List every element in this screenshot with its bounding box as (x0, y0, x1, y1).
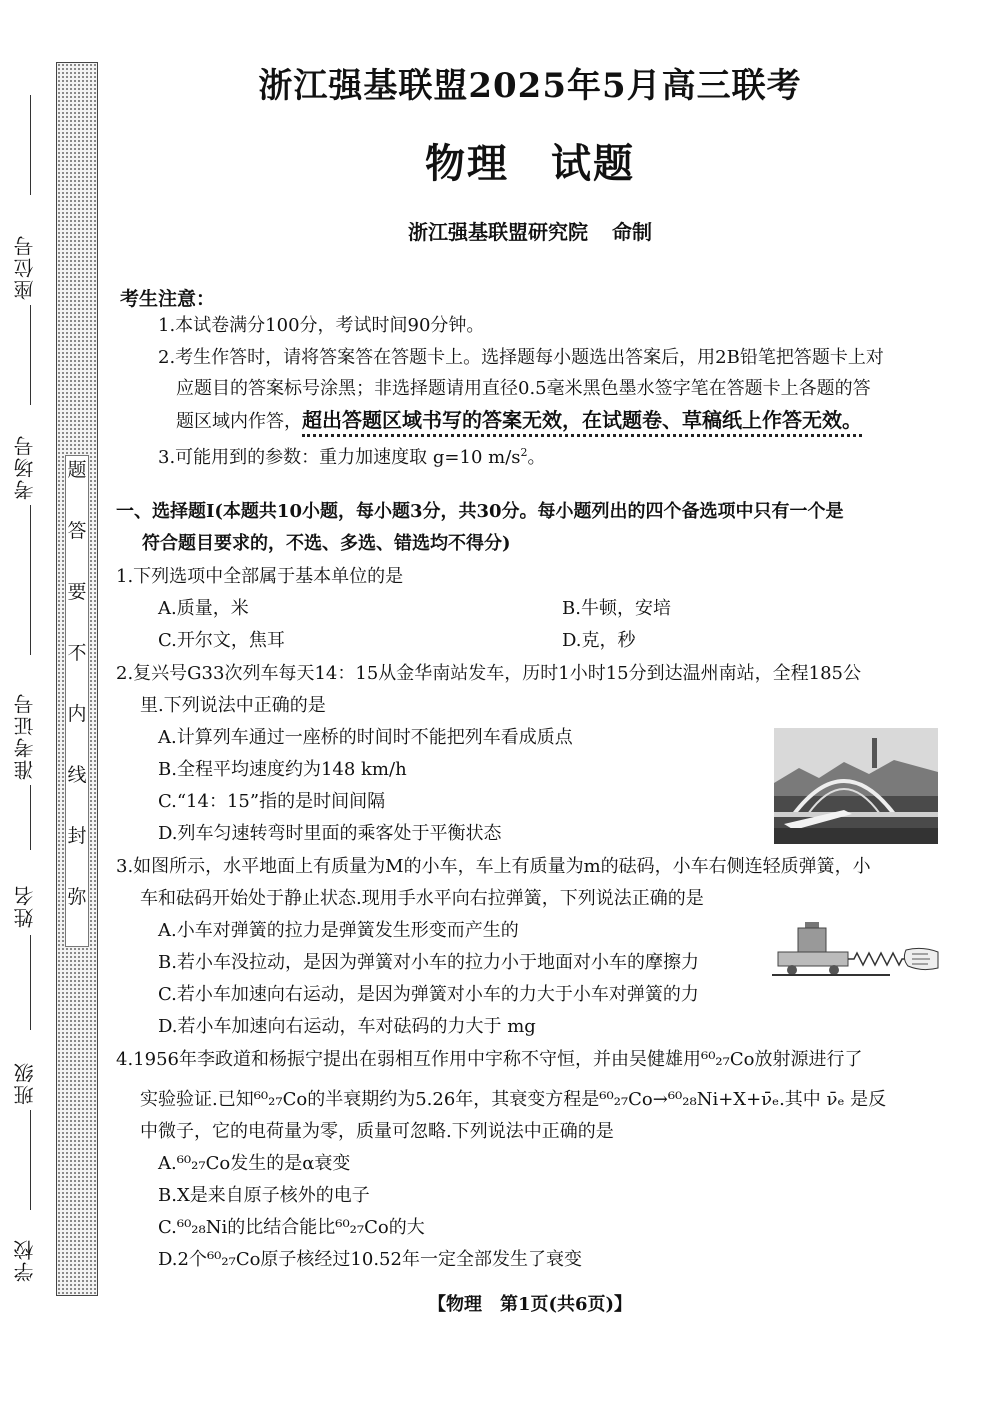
class-label: 班级 (13, 1061, 37, 1105)
section-heading: 一、选择题Ⅰ(本题共10小题，每小题3分，共30分。每小题列出的四个备选项中只有一个是 (116, 501, 844, 522)
notice-item-2-tail: 题区域内作答， (176, 411, 302, 432)
q4-stem-end: 中微子，它的电荷量为零，质量可忽略.下列说法中正确的是 (140, 1121, 614, 1142)
issuer-line (0, 216, 1000, 245)
q2-option-a: A.计算列车通过一座桥的时间时不能把列车看成质点 (158, 727, 573, 748)
notice-item-3-text: 3.可能用到的参数：重力加速度取 g=10 m/s (158, 447, 521, 468)
q4-stem: 4.1956年李政道和杨振宁提出在弱相互作用中宇称不守恒，并由吴健雄用⁶⁰₂₇Co放射源进行了 (116, 1049, 863, 1070)
notice-item-3-end: 。 (527, 447, 546, 468)
notice-item-2: 2.考生作答时，请将答案答在答题卡上。选择题每小题选出答案后，用2B铅笔把答题卡上对 (158, 347, 884, 368)
q4-option-b: B.X是来自原子核外的电子 (158, 1185, 370, 1206)
q1-option-c: C.开尔文，焦耳 (158, 630, 285, 651)
q3-stem-cont: 车和砝码开始处于静止状态.现用手水平向右拉弹簧，下列说法正确的是 (140, 888, 704, 909)
cart-spring-diagram (772, 918, 942, 986)
q2-stem: 2.复兴号G33次列车每天14：15从金华南站发车，历时1小时15分到达温州南站，全程185公 (116, 663, 861, 684)
q4-option-d: D.2个⁶⁰₂₇Co原子核经过10.52年一定全部发生了衰变 (158, 1249, 582, 1270)
notice-item-3 (158, 437, 546, 474)
exam-room-line (30, 305, 31, 405)
q4-stem-cont: 实验验证.已知⁶⁰₂₇Co的半衰期约为5.26年，其衰变方程是⁶⁰₂₇Co→⁶⁰₂₈Ni+X+ν̄ₑ.其中 ν̄ₑ 是反 (140, 1089, 887, 1110)
cart-wheel (787, 965, 797, 975)
exam-title: 浙江强基联盟2025年5月高三联考 (258, 66, 802, 106)
page-footer: 【物理 第1页(共6页)】 (427, 1294, 633, 1315)
seal-char: 封 (67, 825, 87, 847)
seal-char: 答 (67, 520, 87, 542)
exam-room-label: 考场号 (13, 434, 37, 500)
name-line (30, 785, 31, 850)
weight-knob (805, 922, 819, 928)
notice-item-2-cont: 应题目的答案标号涂黑；非选择题请用直径0.5毫米黑色墨水签字笔在答题卡上各题的答 (176, 378, 871, 399)
notice-emphasis: 超出答题区域书写的答案无效，在试题卷、草稿纸上作答无效。 (302, 408, 862, 437)
school-line (30, 1110, 31, 1210)
seal-char: 题 (67, 459, 87, 481)
notice-item-1: 1.本试卷满分100分，考试时间90分钟。 (158, 315, 485, 336)
seal-char: 内 (67, 703, 87, 725)
q2-option-c: C.“14：15”指的是时间间隔 (158, 791, 386, 812)
issuer-suffix: 命制 (612, 220, 652, 244)
school-label: 学校 (13, 1238, 37, 1282)
train-bridge-illustration (774, 728, 938, 844)
seat-number-label: 座位号 (13, 234, 37, 300)
q2-stem-cont: 里.下列说法中正确的是 (140, 695, 326, 716)
notice-heading: 考生注意： (120, 288, 216, 310)
train-bridge-photo (774, 728, 938, 844)
seal-char: 线 (67, 764, 87, 786)
issuer-org: 浙江强基联盟研究院 (408, 220, 588, 244)
class-line (30, 935, 31, 1030)
q3-option-d: D.若小车加速向右运动，车对砝码的力大于 mg (158, 1016, 536, 1037)
q4-option-a: A.⁶⁰₂₇Co发生的是α衰变 (158, 1153, 351, 1174)
exam-id-label: 准考证号 (13, 692, 37, 780)
seal-char: 要 (67, 581, 87, 603)
q3-option-b: B.若小车没拉动，是因为弹簧对小车的拉力小于地面对小车的摩擦力 (158, 952, 699, 973)
q4-option-c: C.⁶⁰₂₈Ni的比结合能比⁶⁰₂₇Co的大 (158, 1217, 425, 1238)
cart-body (778, 952, 848, 966)
seal-char: 弥 (67, 886, 87, 908)
seal-char: 不 (67, 642, 87, 664)
q3-stem: 3.如图所示，水平地面上有质量为M的小车，车上有质量为m的砝码，小车右侧连轻质弹簧，小 (116, 856, 871, 877)
q1-option-a: A.质量，米 (158, 598, 249, 619)
name-label: 姓名 (13, 884, 37, 928)
notice-item-2-end (176, 404, 862, 438)
q2-option-d: D.列车匀速转弯时里面的乘客处于平衡状态 (158, 823, 502, 844)
q2-option-b: B.全程平均速度约为148 km/h (158, 759, 407, 780)
notice-item-3-exponent: 2 (520, 446, 528, 459)
weight-block (798, 928, 826, 952)
q3-option-a: A.小车对弹簧的拉力是弹簧发生形变而产生的 (158, 920, 519, 941)
spring (848, 953, 908, 965)
q1-option-b: B.牛顿，安培 (562, 598, 671, 619)
q1-stem: 1.下列选项中全部属于基本单位的是 (116, 566, 404, 587)
q3-option-c: C.若小车加速向右运动，是因为弹簧对小车的力大于小车对弹簧的力 (158, 984, 699, 1005)
subject-title: 物理 试题 (425, 140, 635, 187)
section-heading-cont: 符合题目要求的，不选、多选、错选均不得分) (142, 533, 511, 554)
cart-wheel (829, 965, 839, 975)
exam-id-line (30, 505, 31, 655)
q1-option-d: D.克，秒 (562, 630, 636, 651)
